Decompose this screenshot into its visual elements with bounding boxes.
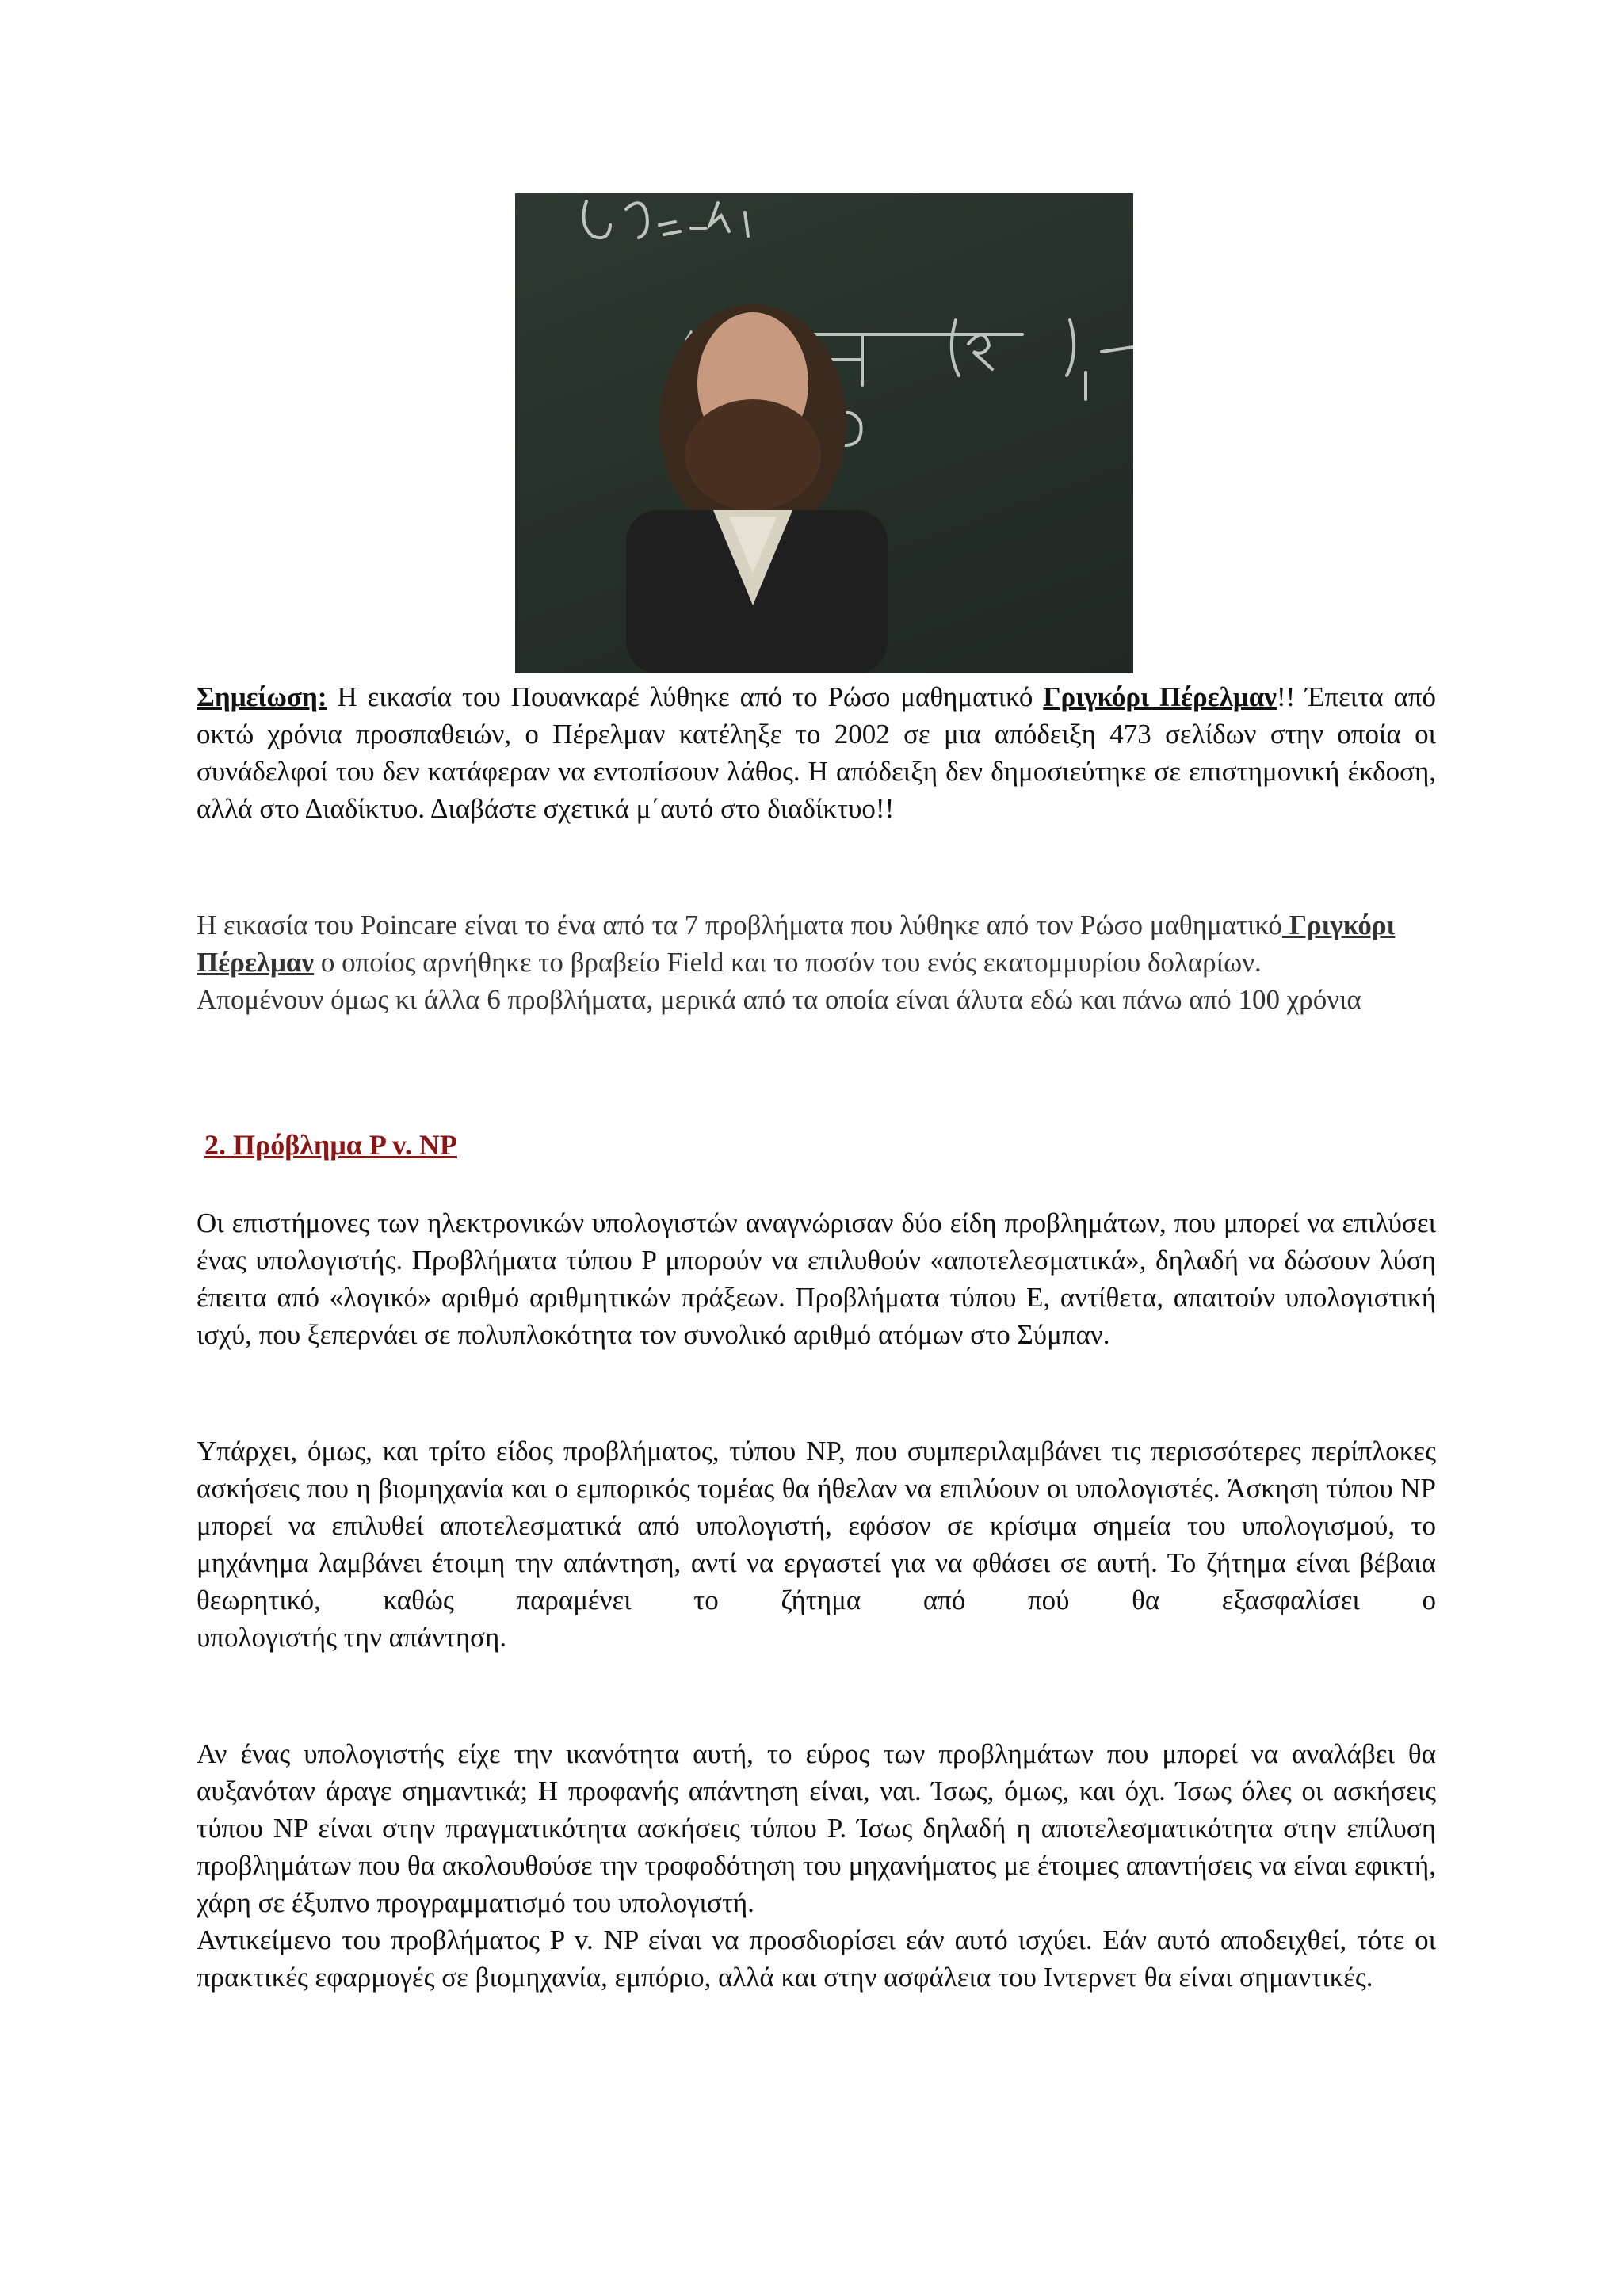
perelman-link[interactable]: Γριγκόρι Πέρελμαν [1043, 681, 1277, 712]
perelman-link-2[interactable]: Γριγκόρι Πέρελμαν [197, 910, 1396, 978]
note-block [197, 678, 1436, 827]
section-p1 [197, 1204, 1436, 1353]
objective-paragraph: Αντικείμενο του προβλήματος P v. NP είναι να προσδιορίσει εάν αυτό ισχύει. Εάν αυτό αποδειχθεί, τότε οι πρακτικές εφαρμογές σε βιομηχανία, εμπόριο, αλλά και στην ασφάλεια του Ιντερνετ θα είναι σημαντικές. [197, 1924, 1436, 1993]
note-label: Σημείωση: [197, 681, 327, 712]
poincare-text-1: Η εικασία του Poincare είναι το ένα από τα 7 προβλήματα που λύθηκε από τον Ρώσο μαθηματικό [197, 910, 1282, 940]
perelman-photo [515, 193, 1133, 673]
section-p3 [197, 1735, 1436, 1996]
np-paragraph-end: υπολογιστής την απάντηση. [197, 1622, 507, 1653]
section-p2 [197, 1432, 1436, 1656]
np-paragraph: Υπάρχει, όμως, και τρίτο είδος προβλήματος, τύπου NP, που συμπεριλαμβάνει τις περισσότερες περίπλοκες ασκήσεις που η βιομηχανία και ο εμπορικός τομέας θα ήθελαν να επιλύουν οι υπολογιστές. Άσκηση τύπου NP μπορεί να επιλυθεί αποτελεσματικά από υπολογιστή, εφόσον σε κρίσιμα σημεία του υπολογισμού, το μηχάνημα λαμβάνει έτοιμη την απάντηση, αντί να εργαστεί για να φθάσει σε αυτή. Το ζήτημα είναι βέβαια θεωρητικό, καθώς παραμένει το ζήτημα από πού θα εξασφαλίσει ο [197, 1436, 1436, 1615]
poincare-text-2: ο οποίος αρνήθηκε το βραβείο Field και το ποσόν του ενός εκατομμυρίου δολαρίων. [314, 947, 1262, 978]
poincare-block [197, 906, 1436, 1018]
remaining-problems-paragraph: Απομένουν όμως κι άλλα 6 προβλήματα, μερικά από τα οποία είναι άλυτα εδώ και πάνω από 100 χρόνια [197, 984, 1361, 1015]
note-paragraph [197, 678, 1436, 827]
note-text-2: !! Έπειτα από οκτώ χρόνια προσπαθειών, ο Πέρελμαν κατέληξε το 2002 σε μια απόδειξη 473 σελίδων στην οποία οι συνάδελφοί του δεν κατάφεραν να εντοπίσουν λάθος. Η απόδειξη δεν δημοσιεύτηκε σε επιστημονική έκδοση, αλλά στο Διαδίκτυο. Διαβάστε σχετικά μ΄αυτό στο διαδίκτυο!! [197, 681, 1437, 824]
note-text-1: Η εικασία του Πουανκαρέ λύθηκε από το Ρώσο μαθηματικό [327, 681, 1044, 712]
poincare-paragraph [197, 906, 1436, 981]
capability-paragraph: Αν ένας υπολογιστής είχε την ικανότητα αυτή, το εύρος των προβλημάτων που μπορεί να αναλάβει θα αυξανόταν άραγε σημαντικά; Η προφανής απάντηση είναι, ναι. Ίσως, όμως, και όχι. Ίσως όλες οι ασκήσεις τύπου NP είναι στην πραγματικότητα ασκήσεις τύπου P. Ίσως δηλαδή η αποτελεσματικότητα στην επίλυση προβλημάτων που θα ακολουθούσε την τροφοδότηση του μηχανήματος με έτοιμες απαντήσεις να είναι εφικτή, χάρη σε έξυπνο προγραμματισμό του υπολογιστή. [197, 1738, 1436, 1918]
problem-types-paragraph: Οι επιστήμονες των ηλεκτρονικών υπολογιστών αναγνώρισαν δύο είδη προβλημάτων, που μπορεί να επιλύσει ένας υπολογιστής. Προβλήματα τύπου P μπορούν να επιλυθούν «αποτελεσματικά», δηλαδή να δώσουν λύση έπειτα από «λογικό» αριθμό αριθμητικών πράξεων. Προβλήματα τύπου E, αντίθετα, απαιτούν υπολογιστική ισχύ, που ξεπερνάει σε πολυπλοκότητα τον συνολικό αριθμό ατόμων στο Σύμπαν. [197, 1207, 1436, 1350]
section-heading: 2. Πρόβλημα P v. NP [204, 1129, 457, 1161]
